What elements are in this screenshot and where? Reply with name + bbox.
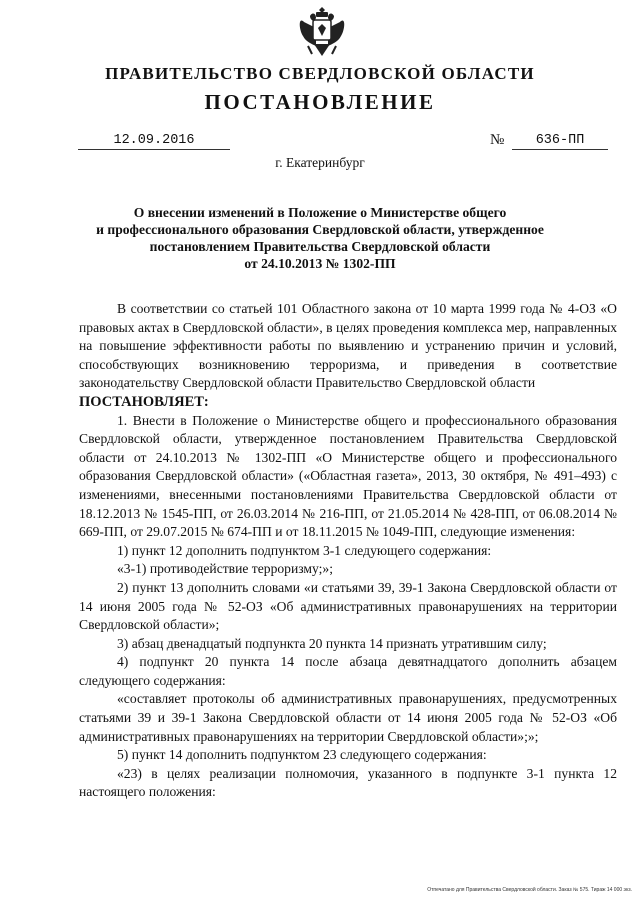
resolves-heading: ПОСТАНОВЛЯЕТ: <box>79 393 209 410</box>
quote-paragraph: «составляет протоколы об административных правонарушениях, предусмотренных статьями 39 и 39-1 Закона Свердловской области от 14 июня 2005 года № 52-ОЗ «Об административных правонарушениях на территории Свердловской области»;»; <box>79 691 617 744</box>
title-line: О внесении изменений в Положение о Министерстве общего <box>133 205 507 220</box>
title-line: от 24.10.2013 № 1302-ПП <box>244 256 396 271</box>
document-date: 12.09.2016 <box>78 133 230 150</box>
title-line: и профессионального образования Свердловской области, утвержденное <box>96 222 544 237</box>
number-sign: № <box>490 132 505 148</box>
document-number: 636-ПП <box>512 133 608 150</box>
document-type: ПОСТАНОВЛЕНИЕ <box>204 90 436 114</box>
coat-of-arms-icon <box>296 4 348 60</box>
body-paragraph: 5) пункт 14 дополнить подпунктом 23 следующего содержания: <box>117 747 487 763</box>
body-paragraph: 3) абзац двенадцатый подпункта 20 пункта 14 признать утратившим силу; <box>117 635 547 651</box>
body-paragraph: 2) пункт 13 дополнить словами «и статьями 39, 39-1 Закона Свердловской области от 14 июня 2005 года № 52-ОЗ «Об административных правонарушениях на территории Свердловской области»; <box>79 579 617 633</box>
body-paragraph: 4) подпункт 20 пункта 14 после абзаца девятнадцатого дополнить абзацем следующего содержания: <box>79 654 617 688</box>
body-paragraph: «3-1) противодействие терроризму;»; <box>117 561 333 577</box>
title-line: постановлением Правительства Свердловской области <box>149 239 491 254</box>
intro-paragraph: В соответствии со статьей 101 Областного закона от 10 марта 1999 года № 4-ОЗ «О правовых актах в Свердловской области», в целях проведения комплекса мер, направленных на повышение эффективности работы по выявлению и устранению причин и условий, способствующих возникновению терроризма, и приведения в соответствие законодательству Свердловской области Правительство Свердловской области <box>79 301 617 391</box>
body-paragraph: 1) пункт 12 дополнить подпунктом 3-1 следующего содержания: <box>117 542 492 558</box>
organization-title: ПРАВИТЕЛЬСТВО СВЕРДЛОВСКОЙ ОБЛАСТИ <box>105 64 535 83</box>
body-paragraph: 1. Внести в Положение о Министерстве общего и профессионального образования Свердловской области, утвержденное постановлением Правительства Свердловской области от 24.10.2013 № 1302-ПП «О Министерстве общего и профессионального образования Свердловской области» («Областная газета», 2013, 30 октября, № 491–493) с изменениями, внесенными постановлениями Правительства Свердловской области от 18.12.2013 № 1545-ПП, от 26.03.2014 № 216-ПП, от 21.05.2014 № 428-ПП, от 06.08.2014 № 669-ПП, от 29.07.2015 № 674-ПП и от 18.11.2015 № 1049-ПП, следующие изменения: <box>79 412 617 540</box>
document-title <box>70 204 570 272</box>
city: г. Екатеринбург <box>275 155 365 170</box>
body-paragraph: «23) в целях реализации полномочия, указанного в подпункте 3-1 пункта 12 настоящего положения: <box>79 765 617 800</box>
document-body <box>79 300 617 802</box>
print-footer: Отпечатано для Правительства Свердловской области. Заказ № 575. Тираж 14 000 экз. <box>427 887 632 893</box>
